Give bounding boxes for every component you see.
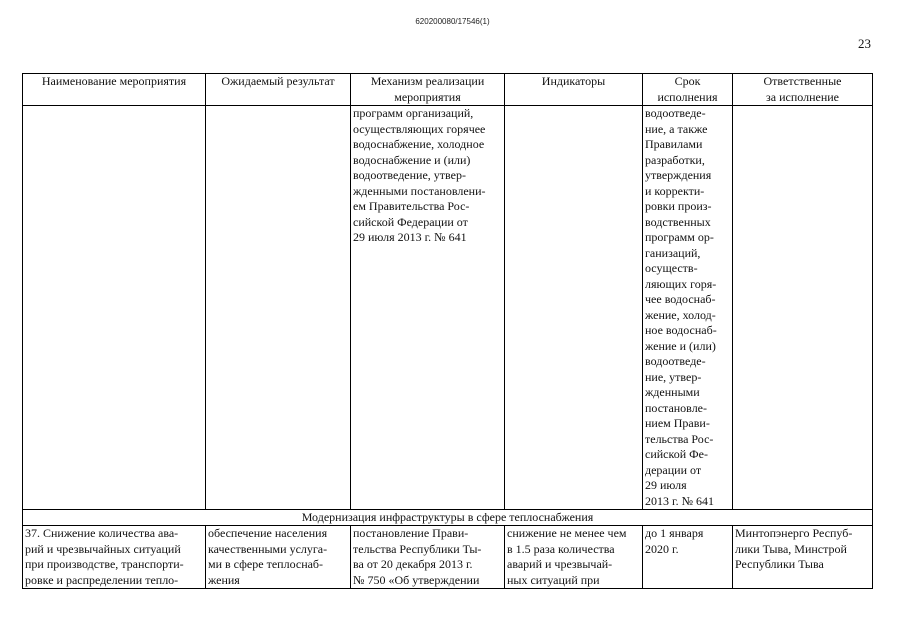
cell-indicators bbox=[505, 106, 643, 510]
cell-name: 37. Снижение количества ава- рий и чрезвычайных ситуаций при производстве, транспорти- ровке и распределении тепло- bbox=[23, 526, 206, 589]
cell-result: обеспечение населения качественными услуга- ми в сфере теплоснаб- жения bbox=[206, 526, 351, 589]
section-row bbox=[23, 510, 873, 526]
cell-mechanism: постановление Прави- тельства Республики Ты- ва от 20 декабря 2013 г. № 750 «Об утверждении bbox=[351, 526, 505, 589]
cell-name bbox=[23, 106, 206, 510]
cell-deadline: водоотведе- ние, а также Правилами разработки, утверждения и корректи- ровки произ- водственных программ ор- ганизаций, осуществ- ляющих горя- чее водоснаб- жение, холод- ное водоснаб- жение и (или) водоотведе- ние, утвер- жденными постановле- нием Прави- тельства Рос- сийской Фе- дерации от 29 июля 2013 г. № 641 bbox=[643, 106, 733, 510]
header-name: Наименование мероприятия bbox=[23, 74, 206, 106]
document-id: 620200080/17546(1) bbox=[415, 17, 490, 26]
cell-deadline: до 1 января 2020 г. bbox=[643, 526, 733, 589]
table-header-row bbox=[23, 74, 873, 106]
table-row-37 bbox=[23, 526, 873, 589]
header-deadline: Срок исполнения bbox=[643, 74, 733, 106]
header-indicators: Индикаторы bbox=[505, 74, 643, 106]
cell-result bbox=[206, 106, 351, 510]
measures-table bbox=[22, 73, 873, 589]
page-number: 23 bbox=[858, 36, 871, 51]
section-title: Модернизация инфраструктуры в сфере теплоснабжения bbox=[23, 510, 873, 526]
cell-mechanism: программ организаций, осуществляющих горячее водоснабжение, холодное водоснабжение и (или) водоотведение, утвер- жденными постановлени- ем Правительства Рос- сийской Федерации от 29 июля 2013 г. № 641 bbox=[351, 106, 505, 510]
cell-responsible bbox=[733, 106, 873, 510]
cell-indicators: снижение не менее чем в 1.5 раза количества аварий и чрезвычай- ных ситуаций при bbox=[505, 526, 643, 589]
header-result: Ожидаемый результат bbox=[206, 74, 351, 106]
header-responsible: Ответственные за исполнение bbox=[733, 74, 873, 106]
cell-responsible: Минтопэнерго Респуб- лики Тыва, Минстрой Республики Тыва bbox=[733, 526, 873, 589]
table-row-continuation bbox=[23, 106, 873, 510]
header-mechanism: Механизм реализации мероприятия bbox=[351, 74, 505, 106]
